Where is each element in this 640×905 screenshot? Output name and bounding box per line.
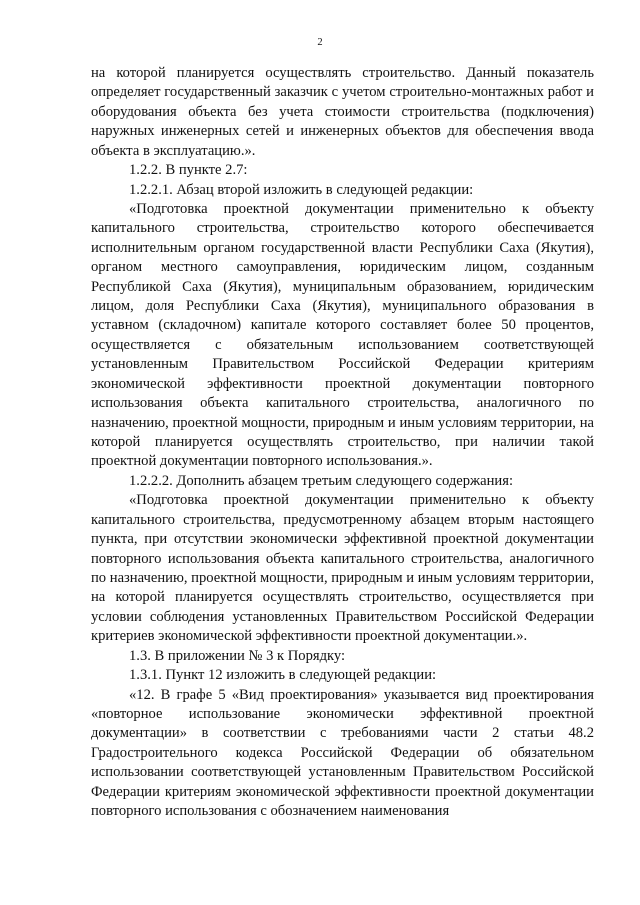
document-body — [91, 64, 594, 821]
paragraph-1-3-1: 1.3.1. Пункт 12 изложить в следующей редакции: — [129, 667, 437, 684]
paragraph-continuation: на которой планируется осуществлять строительство. Данный показатель определяет государственный заказчик с учетом строительно-монтажных работ и оборудования объекта без учета стоимости строительства (подключения) наружных инженерных сетей и инженерных объектов для обеспечения ввода объекта в эксплуатацию.». — [91, 65, 594, 159]
paragraph-quote-third-abzats: «Подготовка проектной документации применительно к объекту капитального строительства, предусмотренному абзацем вторым настоящего пункта, при отсутствии экономически эффективной проектной документации повторного использования объекта капитального строительства, аналогичного по назначению, проектной мощности, природным и иным условиям территории, на которой планируется осуществлять строительство, осуществляется при условии соблюдения установленных Правительством Российской Федерации критериев экономической эффективности проектной документации.». — [91, 492, 594, 645]
paragraph-quote-point-12: «12. В графе 5 «Вид проектирования» указывается вид проектирования «повторное использование экономически эффективной проектной документации» в соответствии с требованиями части 2 статьи 48.2 Градостроительного кодекса Российской Федерации об обязательном использовании соответствующей установленным Правительством Российской Федерации критериям экономической эффективности проектной документации повторного использования с обозначением наименования — [91, 686, 594, 820]
paragraph-1-3: 1.3. В приложении № 3 к Порядку: — [129, 647, 346, 664]
paragraph-1-2-2: 1.2.2. В пункте 2.7: — [129, 162, 248, 179]
paragraph-1-2-2-2: 1.2.2.2. Дополнить абзацем третьим следующего содержания: — [129, 472, 514, 489]
page-number: 2 — [317, 37, 323, 48]
paragraph-quote-second-abzats: «Подготовка проектной документации применительно к объекту капитального строительства, строительство которого обеспечивается исполнительным органом государственной власти Республики Саха (Якутия), органом местного самоуправления, юридическим лицом, созданным Республикой Саха (Якутия), муниципальным образованием, юридическим лицом, доля Республики Саха (Якутия), муниципального образования в уставном (складочном) капитале которого составляет более 50 процентов, осуществляется с обязательным использованием соответствующей установленным Правительством Российской Федерации критериям экономической эффективности проектной документации повторного использования объекта капитального строительства, аналогичного по назначению, проектной мощности, природным и иным условиям территории, на которой планируется осуществлять строительство, при наличии такой проектной документации повторного использования.». — [91, 200, 594, 470]
paragraph-1-2-2-1: 1.2.2.1. Абзац второй изложить в следующей редакции: — [129, 181, 474, 198]
